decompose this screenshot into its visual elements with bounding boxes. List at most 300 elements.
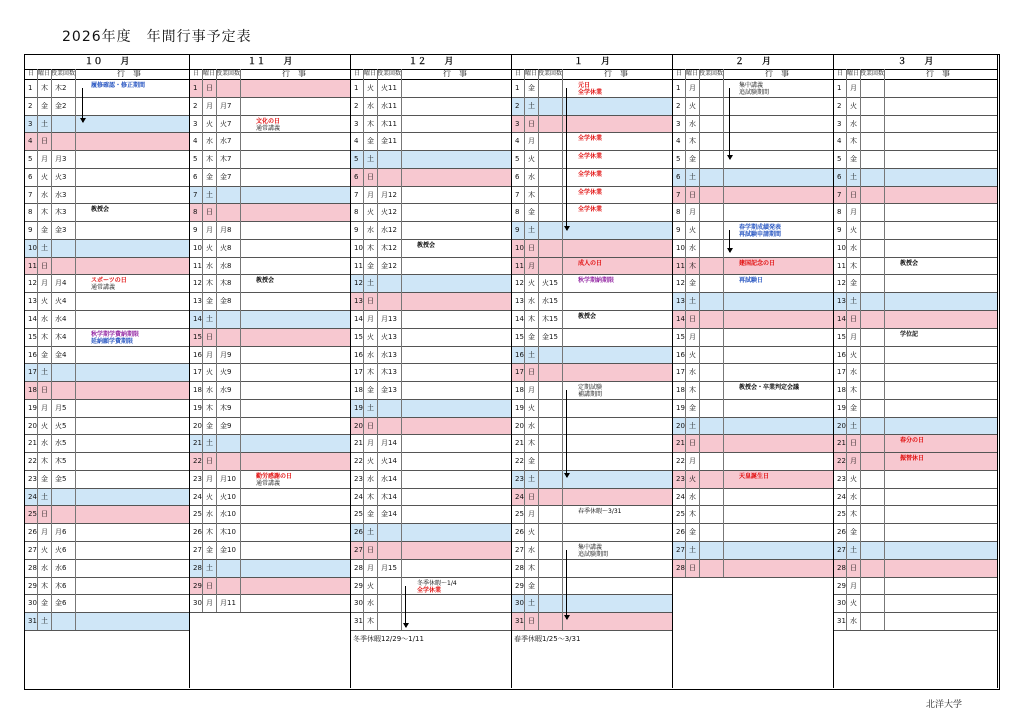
class-count: 火13 bbox=[381, 332, 397, 341]
class-count: 水8 bbox=[220, 261, 232, 270]
day-row bbox=[351, 435, 511, 453]
weekday: 水 bbox=[206, 137, 213, 146]
day-row bbox=[25, 98, 189, 116]
weekday: 火 bbox=[367, 208, 374, 217]
day-number: 22 bbox=[515, 457, 524, 466]
day-row bbox=[834, 116, 997, 134]
weekday: 日 bbox=[689, 563, 696, 572]
day-number: 14 bbox=[193, 315, 202, 323]
day-number: 11 bbox=[193, 261, 202, 270]
header-events: 行 事 bbox=[443, 69, 467, 78]
day-number: 22 bbox=[354, 457, 363, 466]
event-label: 全学休業 bbox=[578, 206, 603, 214]
day-number: 21 bbox=[28, 439, 37, 448]
weekday: 土 bbox=[41, 492, 48, 501]
period-arrow-icon bbox=[566, 390, 567, 477]
event-label: 秋学期学費納期限 bbox=[91, 330, 140, 338]
weekday: 土 bbox=[850, 297, 857, 306]
weekday: 金 bbox=[206, 297, 213, 306]
weekday: 金 bbox=[206, 421, 213, 430]
weekday: 火 bbox=[41, 421, 48, 430]
class-count: 火7 bbox=[220, 119, 232, 128]
weekday: 金 bbox=[367, 386, 374, 395]
day-number: 29 bbox=[193, 581, 202, 590]
day-number: 21 bbox=[515, 439, 524, 448]
class-count: 水10 bbox=[220, 510, 236, 519]
day-row bbox=[673, 400, 833, 418]
day-number: 10 bbox=[515, 243, 524, 252]
day-number: 10 bbox=[193, 243, 202, 252]
vacation-note: 冬季休暇12/29～1/11 bbox=[353, 634, 424, 643]
event-label: 秋学期納期限 bbox=[578, 277, 615, 285]
day-number: 13 bbox=[354, 297, 363, 306]
weekday: 土 bbox=[850, 546, 857, 555]
class-count: 火10 bbox=[220, 492, 236, 501]
day-number: 3 bbox=[676, 119, 681, 128]
class-count: 火8 bbox=[220, 243, 232, 252]
day-row bbox=[25, 613, 189, 631]
day-row bbox=[25, 418, 189, 436]
day-number: 6 bbox=[193, 172, 198, 181]
day-row bbox=[673, 524, 833, 542]
weekday: 月 bbox=[689, 84, 696, 92]
day-number: 8 bbox=[515, 208, 520, 217]
day-row bbox=[25, 151, 189, 169]
period-arrow-icon bbox=[566, 550, 567, 619]
weekday: 水 bbox=[528, 421, 535, 430]
day-number: 11 bbox=[354, 261, 363, 270]
header-day: 日 bbox=[676, 70, 683, 77]
day-row bbox=[25, 116, 189, 134]
class-count: 月6 bbox=[55, 528, 67, 537]
day-number: 25 bbox=[676, 510, 685, 519]
day-number: 11 bbox=[837, 261, 846, 270]
weekday: 金 bbox=[689, 403, 696, 412]
day-row bbox=[512, 453, 672, 471]
weekday: 金 bbox=[850, 155, 857, 164]
weekday: 金 bbox=[689, 528, 696, 537]
event-label: 再試験日 bbox=[739, 277, 764, 285]
class-count: 水7 bbox=[220, 137, 232, 146]
day-number: 31 bbox=[354, 617, 363, 626]
day-number: 4 bbox=[515, 137, 520, 146]
day-row bbox=[190, 187, 350, 205]
day-row bbox=[25, 364, 189, 382]
day-number: 9 bbox=[193, 226, 198, 235]
day-row bbox=[834, 98, 997, 116]
day-number: 20 bbox=[354, 421, 363, 430]
weekday: 日 bbox=[367, 546, 374, 555]
day-number: 9 bbox=[837, 226, 842, 235]
day-number: 3 bbox=[354, 119, 359, 128]
day-number: 15 bbox=[515, 332, 524, 341]
event-label: 冬季休暇～1/4 bbox=[417, 579, 457, 587]
day-number: 12 bbox=[837, 279, 846, 288]
day-number: 17 bbox=[515, 368, 524, 377]
day-number: 25 bbox=[515, 510, 524, 519]
weekday: 月 bbox=[206, 101, 213, 110]
class-count: 火14 bbox=[381, 457, 397, 466]
weekday: 金 bbox=[850, 279, 857, 288]
weekday: 火 bbox=[689, 101, 696, 110]
header-events: 行 事 bbox=[282, 69, 306, 78]
weekday: 月 bbox=[367, 563, 374, 572]
day-row bbox=[25, 133, 189, 151]
class-count: 火5 bbox=[55, 421, 67, 430]
day-number: 7 bbox=[515, 190, 520, 199]
day-row bbox=[512, 329, 672, 347]
column-divider bbox=[846, 69, 847, 630]
weekday: 日 bbox=[850, 315, 857, 323]
weekday: 水 bbox=[850, 368, 857, 377]
weekday: 土 bbox=[528, 599, 535, 608]
day-row bbox=[351, 364, 511, 382]
day-number: 3 bbox=[837, 119, 842, 128]
day-number: 27 bbox=[354, 546, 363, 555]
class-count: 金11 bbox=[381, 137, 397, 146]
month-header: ３ 月 bbox=[834, 55, 997, 70]
weekday: 月 bbox=[206, 599, 213, 608]
class-count: 水4 bbox=[55, 315, 67, 323]
day-row bbox=[25, 489, 189, 507]
weekday: 水 bbox=[367, 474, 374, 483]
day-number: 31 bbox=[837, 617, 846, 626]
vacation-note: 春季休暇1/25～3/31 bbox=[514, 634, 581, 643]
day-number: 7 bbox=[837, 190, 842, 199]
weekday: 水 bbox=[850, 492, 857, 501]
month-header: １１ 月 bbox=[190, 55, 350, 70]
day-row bbox=[834, 80, 997, 98]
class-count: 金7 bbox=[220, 172, 232, 181]
day-number: 1 bbox=[676, 84, 681, 92]
day-number: 26 bbox=[193, 528, 202, 537]
weekday: 水 bbox=[206, 386, 213, 395]
event-label: 教授会 bbox=[417, 241, 436, 249]
day-number: 13 bbox=[837, 297, 846, 306]
day-row bbox=[351, 204, 511, 222]
day-number: 23 bbox=[28, 474, 37, 483]
day-row bbox=[673, 311, 833, 329]
day-number: 28 bbox=[676, 563, 685, 572]
weekday: 木 bbox=[367, 368, 374, 377]
day-row bbox=[351, 275, 511, 293]
weekday: 月 bbox=[367, 315, 374, 323]
day-number: 25 bbox=[28, 510, 37, 519]
weekday: 土 bbox=[206, 315, 213, 323]
day-row bbox=[834, 275, 997, 293]
day-row bbox=[673, 116, 833, 134]
day-row bbox=[351, 418, 511, 436]
day-row bbox=[190, 506, 350, 524]
class-count: 火4 bbox=[55, 297, 67, 306]
day-number: 24 bbox=[354, 492, 363, 501]
day-number: 5 bbox=[28, 155, 33, 164]
day-row bbox=[25, 453, 189, 471]
day-row bbox=[190, 595, 350, 613]
class-count: 月14 bbox=[381, 439, 397, 448]
day-row bbox=[512, 98, 672, 116]
day-number: 2 bbox=[837, 101, 842, 110]
day-number: 19 bbox=[837, 403, 846, 412]
day-row bbox=[834, 560, 997, 578]
day-row bbox=[190, 80, 350, 98]
day-number: 3 bbox=[193, 119, 198, 128]
day-row bbox=[190, 453, 350, 471]
event-sublabel: 補講期間 bbox=[578, 391, 603, 399]
weekday: 月 bbox=[41, 528, 48, 537]
weekday: 月 bbox=[528, 137, 535, 146]
month-column bbox=[190, 55, 351, 688]
column-divider bbox=[377, 69, 378, 630]
header-events: 行 事 bbox=[926, 69, 950, 78]
day-row bbox=[351, 151, 511, 169]
weekday: 土 bbox=[528, 474, 535, 483]
header-weekday: 曜日 bbox=[525, 70, 538, 77]
class-count: 金5 bbox=[55, 474, 67, 483]
day-number: 5 bbox=[193, 155, 198, 164]
weekday: 土 bbox=[367, 279, 374, 288]
day-number: 26 bbox=[28, 528, 37, 537]
weekday: 土 bbox=[689, 421, 696, 430]
weekday: 水 bbox=[850, 119, 857, 128]
day-row bbox=[834, 293, 997, 311]
header-weekday: 曜日 bbox=[38, 70, 51, 77]
day-row bbox=[190, 311, 350, 329]
day-row bbox=[190, 489, 350, 507]
day-number: 25 bbox=[837, 510, 846, 519]
event-label: 教授会 bbox=[256, 277, 275, 285]
day-row bbox=[834, 204, 997, 222]
class-count: 火9 bbox=[220, 368, 232, 377]
event-label: 教授会 bbox=[578, 313, 597, 320]
weekday: 木 bbox=[850, 386, 857, 395]
day-number: 29 bbox=[837, 581, 846, 590]
weekday: 土 bbox=[528, 101, 535, 110]
weekday: 水 bbox=[689, 243, 696, 252]
class-count: 水11 bbox=[381, 101, 397, 110]
day-row bbox=[673, 364, 833, 382]
day-row bbox=[834, 595, 997, 613]
event-sublabel: 全学休業 bbox=[417, 586, 442, 594]
weekday: 月 bbox=[367, 439, 374, 448]
day-row bbox=[673, 347, 833, 365]
weekday: 火 bbox=[528, 528, 535, 537]
day-row bbox=[834, 400, 997, 418]
day-row bbox=[834, 578, 997, 596]
column-divider bbox=[524, 69, 525, 630]
period-arrow-icon bbox=[566, 88, 567, 230]
day-row bbox=[834, 169, 997, 187]
day-row bbox=[351, 382, 511, 400]
weekday: 火 bbox=[367, 581, 374, 590]
day-number: 16 bbox=[837, 350, 846, 359]
period-arrow-icon bbox=[82, 88, 83, 122]
weekday: 日 bbox=[528, 119, 535, 128]
day-row bbox=[834, 311, 997, 329]
class-count: 月5 bbox=[55, 403, 67, 412]
event-label: 集中講義 bbox=[578, 544, 603, 552]
class-count: 月10 bbox=[220, 474, 236, 483]
day-number: 12 bbox=[354, 279, 363, 288]
day-number: 2 bbox=[193, 101, 198, 110]
class-count: 金15 bbox=[542, 332, 558, 341]
class-count: 火3 bbox=[55, 172, 67, 181]
class-count: 金4 bbox=[55, 350, 67, 359]
weekday: 日 bbox=[41, 137, 48, 146]
day-row bbox=[834, 347, 997, 365]
weekday: 火 bbox=[41, 297, 48, 306]
day-row bbox=[351, 347, 511, 365]
day-number: 23 bbox=[515, 474, 524, 483]
day-number: 20 bbox=[515, 421, 524, 430]
day-number: 22 bbox=[837, 457, 846, 466]
day-row bbox=[351, 311, 511, 329]
weekday: 水 bbox=[206, 510, 213, 519]
column-divider bbox=[562, 69, 563, 630]
day-number: 23 bbox=[354, 474, 363, 483]
day-row bbox=[834, 542, 997, 560]
day-number: 12 bbox=[676, 279, 685, 288]
day-row bbox=[834, 364, 997, 382]
day-number: 17 bbox=[354, 368, 363, 377]
day-row bbox=[834, 489, 997, 507]
day-number: 3 bbox=[515, 119, 520, 128]
day-row bbox=[673, 240, 833, 258]
day-number: 2 bbox=[354, 101, 359, 110]
day-row bbox=[190, 258, 350, 276]
event-label: 全学休業 bbox=[578, 153, 603, 161]
weekday: 木 bbox=[528, 439, 535, 448]
day-number: 18 bbox=[28, 386, 37, 395]
weekday: 木 bbox=[41, 457, 48, 466]
day-number: 11 bbox=[676, 261, 685, 270]
weekday: 木 bbox=[367, 243, 374, 252]
day-row bbox=[25, 311, 189, 329]
weekday: 水 bbox=[41, 439, 48, 448]
weekday: 月 bbox=[41, 403, 48, 412]
day-row bbox=[190, 578, 350, 596]
day-number: 1 bbox=[354, 84, 359, 92]
weekday: 月 bbox=[850, 332, 857, 341]
day-row bbox=[834, 471, 997, 489]
day-number: 10 bbox=[837, 243, 846, 252]
day-number: 7 bbox=[676, 190, 681, 199]
day-number: 10 bbox=[676, 243, 685, 252]
weekday: 木 bbox=[41, 84, 48, 92]
class-count: 木5 bbox=[55, 457, 67, 466]
event-sublabel: 追試験期間 bbox=[578, 551, 609, 559]
period-arrow-icon bbox=[729, 230, 730, 252]
header-day: 日 bbox=[193, 70, 200, 77]
weekday: 金 bbox=[528, 457, 535, 466]
header-weekday: 曜日 bbox=[847, 70, 860, 77]
weekday: 金 bbox=[41, 226, 48, 235]
weekday: 金 bbox=[367, 137, 374, 146]
day-number: 29 bbox=[515, 581, 524, 590]
day-number: 8 bbox=[676, 208, 681, 217]
day-number: 2 bbox=[676, 101, 681, 110]
weekday: 火 bbox=[850, 599, 857, 608]
day-row bbox=[351, 169, 511, 187]
weekday: 金 bbox=[689, 279, 696, 288]
header-weekday: 曜日 bbox=[203, 70, 216, 77]
day-number: 9 bbox=[28, 226, 33, 235]
day-number: 24 bbox=[193, 492, 202, 501]
weekday: 木 bbox=[41, 332, 48, 341]
weekday: 月 bbox=[689, 208, 696, 217]
weekday: 金 bbox=[206, 546, 213, 555]
weekday: 月 bbox=[850, 84, 857, 92]
day-number: 6 bbox=[354, 172, 359, 181]
day-number: 14 bbox=[676, 315, 685, 323]
day-number: 20 bbox=[193, 421, 202, 430]
day-row bbox=[351, 542, 511, 560]
day-row bbox=[834, 133, 997, 151]
class-count: 金13 bbox=[381, 386, 397, 395]
event-label: 成人の日 bbox=[578, 259, 603, 267]
weekday: 金 bbox=[41, 599, 48, 608]
day-number: 19 bbox=[193, 403, 202, 412]
class-count: 月15 bbox=[381, 563, 397, 572]
weekday: 木 bbox=[528, 563, 535, 572]
day-row bbox=[512, 613, 672, 631]
event-label: 履修確認・修正期間 bbox=[91, 82, 146, 89]
column-divider bbox=[240, 69, 241, 612]
weekday: 土 bbox=[206, 190, 213, 199]
class-count: 水3 bbox=[55, 190, 67, 199]
day-row bbox=[351, 400, 511, 418]
weekday: 日 bbox=[41, 386, 48, 395]
weekday: 金 bbox=[528, 208, 535, 217]
day-number: 21 bbox=[193, 439, 202, 448]
day-number: 27 bbox=[837, 546, 846, 555]
weekday: 木 bbox=[850, 261, 857, 270]
day-number: 30 bbox=[354, 599, 363, 608]
class-count: 火11 bbox=[381, 84, 397, 92]
weekday: 日 bbox=[41, 261, 48, 270]
event-sublabel: 再試験申請期間 bbox=[739, 231, 782, 239]
day-number: 5 bbox=[515, 155, 520, 164]
day-number: 12 bbox=[515, 279, 524, 288]
weekday: 火 bbox=[528, 279, 535, 288]
day-row bbox=[351, 453, 511, 471]
day-number: 6 bbox=[28, 172, 33, 181]
weekday: 木 bbox=[689, 510, 696, 519]
day-row bbox=[673, 489, 833, 507]
class-count: 水5 bbox=[55, 439, 67, 448]
day-row bbox=[834, 187, 997, 205]
class-count: 金14 bbox=[381, 510, 397, 519]
weekday: 土 bbox=[41, 368, 48, 377]
day-row bbox=[25, 595, 189, 613]
weekday: 水 bbox=[367, 350, 374, 359]
event-sublabel: 追試験期間 bbox=[739, 89, 770, 96]
day-row bbox=[190, 435, 350, 453]
event-label: スポーツの日 bbox=[91, 277, 127, 285]
day-number: 28 bbox=[837, 563, 846, 572]
event-label: 教授会 bbox=[900, 259, 919, 267]
day-number: 27 bbox=[28, 546, 37, 555]
day-row bbox=[190, 347, 350, 365]
weekday: 火 bbox=[850, 350, 857, 359]
event-sublabel: 通常講義 bbox=[256, 124, 281, 132]
weekday: 木 bbox=[850, 137, 857, 146]
day-number: 8 bbox=[354, 208, 359, 217]
day-number: 13 bbox=[28, 297, 37, 306]
header-day: 日 bbox=[354, 70, 361, 77]
day-number: 28 bbox=[28, 563, 37, 572]
class-count: 木7 bbox=[220, 155, 232, 164]
